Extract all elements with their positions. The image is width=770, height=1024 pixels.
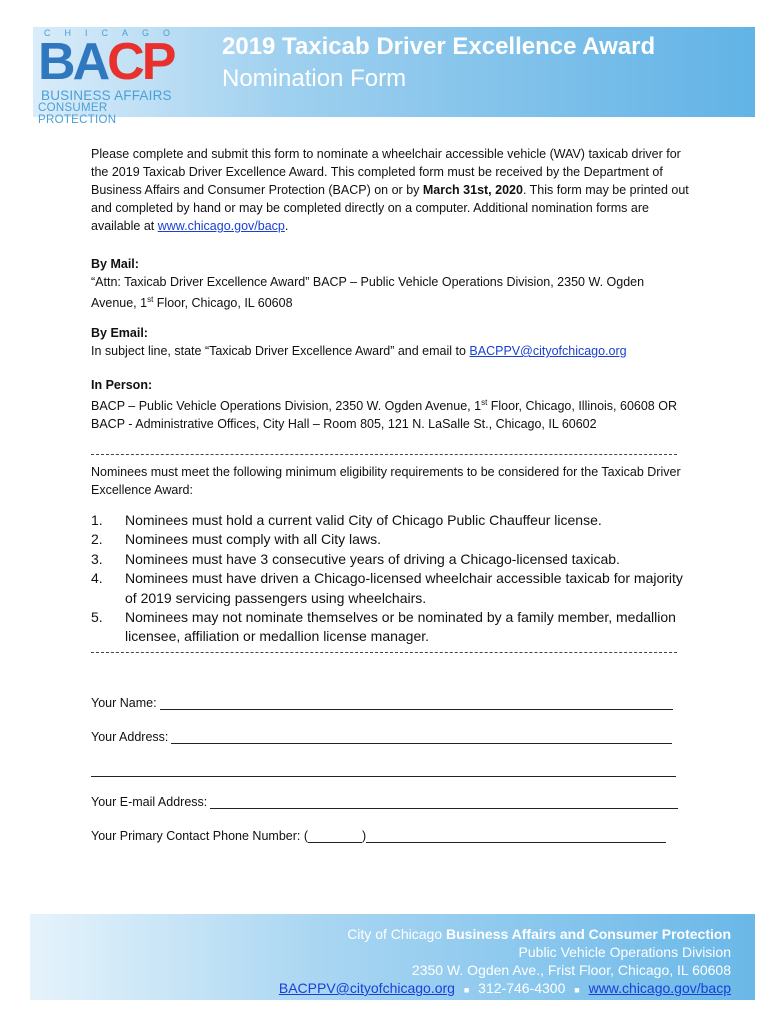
mail-line1: “Attn: Taxicab Driver Excellence Award” BACP – Public Vehicle Operations Division, 2350 W. Ogden — [91, 275, 645, 289]
phone-label: Your Primary Contact Phone Number: ( — [91, 829, 308, 843]
email-heading: By Email: — [91, 326, 148, 340]
address-label: Your Address: — [91, 730, 169, 744]
address-input-line[interactable] — [171, 731, 672, 744]
intro-text: Please complete and submit this form to nominate a wheelchair accessible vehicle (WAV) taxicab driver for the 2019 Taxicab Driver Excellence Award. This completed form must be received by the Department of Business Affairs and Consumer Protection (BACP) on or by — [91, 147, 681, 197]
list-number: 5. — [91, 609, 103, 626]
mail-sup: st — [147, 295, 154, 304]
list-number: 1. — [91, 512, 103, 528]
separator-icon: ■ — [574, 985, 580, 995]
logo-line1: BUSINESS AFFAIRS — [41, 88, 172, 103]
footer-contacts — [279, 980, 731, 996]
in-person-heading: In Person: — [91, 378, 153, 392]
list-item — [91, 530, 691, 549]
deadline: March 31st, 2020 — [422, 183, 523, 197]
area-code-line[interactable] — [308, 830, 362, 843]
mail-line2-end: Floor, Chicago, IL 60608 — [153, 296, 293, 311]
in-person-line1-end: Floor, Chicago, Illinois, 60608 OR — [487, 399, 677, 414]
email-label: Your E-mail Address: — [91, 795, 208, 809]
in-person-section — [91, 376, 701, 433]
divider-top — [91, 454, 677, 455]
name-field — [91, 696, 673, 710]
email-text: In subject line, state “Taxicab Driver Excellence Award” and email to — [91, 344, 470, 358]
list-number: 3. — [91, 550, 103, 567]
website-link[interactable]: www.chicago.gov/bacp — [157, 219, 285, 233]
eligibility-intro: Nominees must meet the following minimum eligibility requirements to be considered for the Taxicab Driver Excellence Award: — [91, 465, 681, 497]
eligibility-list — [91, 511, 691, 647]
intro-end: . — [284, 219, 289, 233]
name-input-line[interactable] — [160, 697, 673, 710]
logo-letter: C — [107, 33, 142, 91]
list-item — [91, 608, 691, 647]
name-label: Your Name: — [91, 696, 157, 710]
list-text: Nominees must have 3 consecutive years of driving a Chicago-licensed taxicab. — [125, 550, 620, 567]
footer-banner — [30, 914, 755, 1000]
phone-field — [91, 829, 666, 843]
list-item — [91, 511, 691, 530]
in-person-line1-text: BACP – Public Vehicle Operations Division, 2350 W. Ogden Avenue, 1 — [91, 399, 482, 414]
email-field — [91, 795, 678, 809]
footer-dept: Business Affairs and Consumer Protection — [446, 926, 731, 942]
list-item — [91, 550, 691, 569]
logo-letter: B — [38, 33, 73, 91]
list-text: Nominees may not nominate themselves or be nominated by a family member, medallion licensee, affiliation or medallion license manager. — [125, 609, 676, 645]
list-text: Nominees must comply with all City laws. — [125, 531, 381, 548]
in-person-line2: BACP - Administrative Offices, City Hall – Room 805, 121 N. LaSalle St., Chicago, IL 60602 — [91, 417, 597, 432]
list-number: 4. — [91, 570, 103, 587]
logo-line2: CONSUMER PROTECTION — [38, 102, 117, 126]
email-link[interactable]: BACPPV@cityofchicago.org — [469, 344, 627, 358]
email-line — [91, 342, 691, 360]
email-section — [91, 324, 691, 360]
list-text: Nominees must hold a current valid City of Chicago Public Chauffeur license. — [125, 512, 602, 528]
footer-city: City of Chicago — [347, 926, 447, 942]
mail-line2-text: Avenue, 1 — [91, 296, 148, 311]
email-input-line[interactable] — [210, 796, 678, 809]
footer-phone: 312-746-4300 — [478, 980, 566, 996]
footer-line1 — [347, 926, 731, 942]
intro-paragraph — [91, 145, 691, 235]
in-person-sup: st — [481, 398, 488, 407]
mail-heading: By Mail: — [91, 257, 139, 271]
in-person-line1 — [91, 394, 701, 415]
logo-letter: A — [72, 33, 108, 91]
footer-line3: 2350 W. Ogden Ave., Frist Floor, Chicago, IL 60608 — [411, 962, 731, 978]
intro-text-2: . This form may be printed out and completed by hand or may be completed directly on a computer. Additional nomination forms are available at — [91, 183, 689, 233]
divider-bottom — [91, 652, 677, 653]
mail-section — [91, 255, 691, 312]
list-text: Nominees must have driven a Chicago-licensed wheelchair accessible taxicab for majority of 2019 servicing passengers using wheelchairs. — [125, 570, 683, 606]
separator-icon: ■ — [463, 985, 470, 995]
footer-line2: Public Vehicle Operations Division — [518, 944, 731, 960]
phone-paren: ) — [362, 829, 367, 843]
address-line-2[interactable] — [91, 776, 676, 777]
page-subtitle: Nomination Form — [222, 65, 407, 92]
page-title: 2019 Taxicab Driver Excellence Award — [222, 33, 656, 60]
list-number: 2. — [91, 531, 103, 548]
footer-website-link[interactable]: www.chicago.gov/bacp — [588, 980, 731, 996]
phone-input-line[interactable] — [366, 830, 666, 843]
address-field — [91, 730, 672, 744]
footer-email-link[interactable]: BACPPV@cityofchicago.org — [278, 980, 455, 996]
bacp-logo — [38, 28, 185, 126]
list-item — [91, 569, 691, 608]
logo-city-text: CHICAGO — [44, 28, 185, 38]
mail-line2 — [91, 291, 691, 312]
logo-letters — [38, 33, 174, 91]
logo-letter: P — [141, 33, 174, 91]
